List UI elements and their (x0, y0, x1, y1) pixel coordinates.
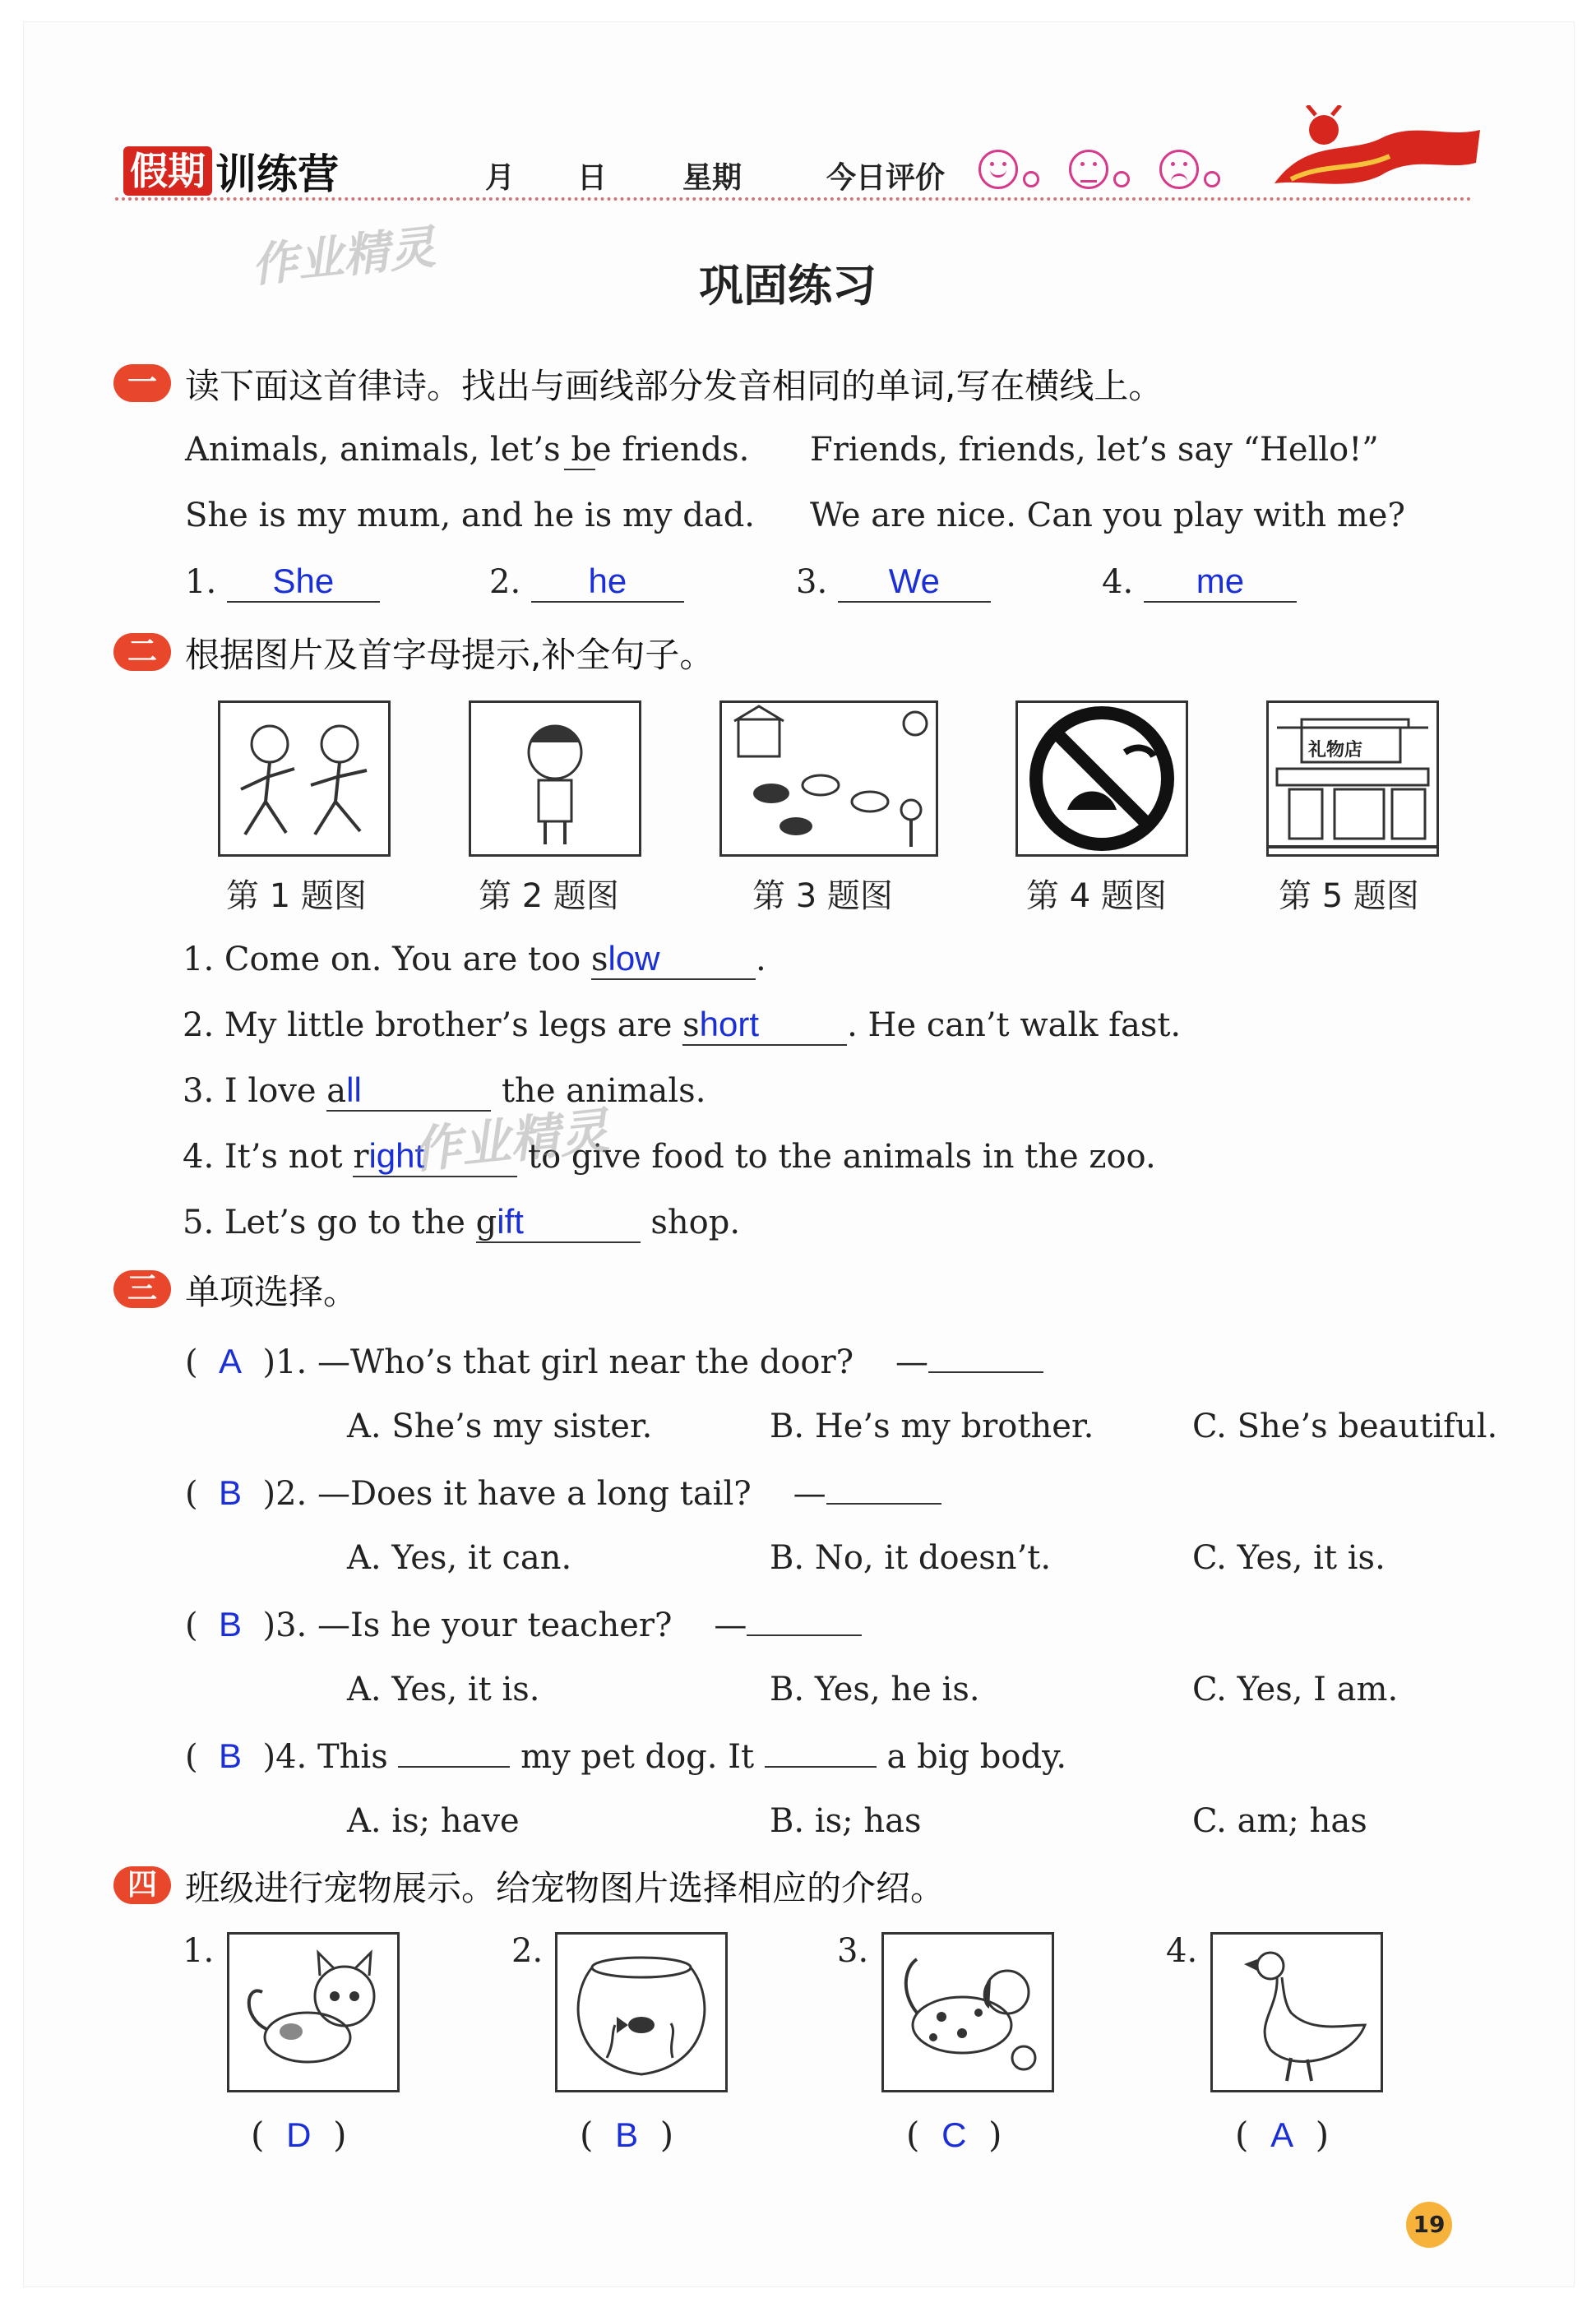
s3-question-4: ( B )4. This my pet dog. It a big body. (185, 1736, 1067, 1776)
s3-q1-option-a: A. She’s my sister. (347, 1408, 653, 1445)
s2-sentence-5: 5. Let’s go to the gift shop. (183, 1202, 741, 1241)
s3-answer-1[interactable]: A (219, 1342, 243, 1380)
section3-title: 单项选择。 (185, 1272, 359, 1312)
caption-5: 第 5 题图 (1279, 877, 1419, 915)
section2-badge: 二 (113, 633, 171, 671)
watermark-top: 作业精灵 (248, 220, 438, 294)
s2-sentence-2: 2. My little brother’s legs are short . He can’t walk fast. (183, 1005, 1182, 1044)
section4-badge: 四 (113, 1866, 171, 1904)
section3-badge: 三 (113, 1270, 171, 1308)
s3-question-3: ( B )3. —Is he your teacher? — (185, 1605, 862, 1644)
s3-q4-option-b: B. is; has (770, 1802, 922, 1840)
brand-box: 假期 (123, 146, 212, 196)
s1-answer-blank-3[interactable]: We (838, 562, 991, 603)
happy-face-icon (978, 150, 1018, 189)
s1-answer-blank-4[interactable]: me (1144, 562, 1297, 603)
s4-answer-3[interactable]: C (941, 2115, 967, 2154)
s2-blank-1[interactable]: slow (591, 939, 756, 980)
s3-blank-4a[interactable] (398, 1766, 510, 1768)
weekday-label: 星期 (682, 161, 742, 195)
picture-dalmatian (881, 1932, 1054, 2092)
watermark-middle: 作业精灵 (409, 1102, 612, 1181)
s4-answer-2[interactable]: B (615, 2115, 639, 2154)
section1-title: 读下面这首律诗。找出与画线部分发音相同的单词,写在横线上。 (185, 366, 1163, 406)
s4-answer-1[interactable]: D (286, 2115, 312, 2154)
s3-answer-3[interactable]: B (219, 1605, 243, 1644)
section4-title: 班级进行宠物展示。给宠物图片选择相应的介绍。 (185, 1868, 946, 1908)
rating-circle-icon (1113, 171, 1130, 187)
dalmatian-icon (884, 1935, 1052, 2090)
goldfish-bowl-icon (557, 1935, 725, 2090)
s1-answer-blank-2[interactable]: he (531, 562, 684, 603)
farm-animals-icon (722, 703, 936, 854)
cat-icon (229, 1935, 397, 2090)
caption-3: 第 3 题图 (752, 877, 893, 915)
s3-q4-option-c: C. am; has (1192, 1802, 1367, 1840)
s2-blank-3[interactable]: all (326, 1070, 491, 1112)
s2-blank-5[interactable]: gift (476, 1202, 641, 1243)
s3-q2-option-b: B. No, it doesn’t. (770, 1539, 1052, 1577)
s3-answer-4[interactable]: B (219, 1736, 243, 1775)
picture-gift-shop (1266, 700, 1439, 857)
s3-blank-3[interactable] (747, 1634, 862, 1636)
s4-answer-paren-2: ( B ) (580, 2115, 674, 2155)
picture-short-boy (469, 700, 641, 857)
short-boy-icon (471, 703, 639, 854)
s4-answer-4[interactable]: A (1270, 2115, 1294, 2154)
s4-num-1: 1. (183, 1932, 215, 1970)
caption-4: 第 4 题图 (1026, 877, 1167, 915)
picture-no-feeding-sign (1015, 700, 1188, 857)
header-divider (115, 197, 1472, 201)
caption-2: 第 2 题图 (479, 877, 619, 915)
dragon-decoration-icon (1258, 105, 1488, 204)
neutral-face-icon (1069, 150, 1108, 189)
sad-face-icon (1159, 150, 1199, 189)
s3-q2-option-c: C. Yes, it is. (1192, 1539, 1386, 1577)
caption-1: 第 1 题图 (226, 877, 367, 915)
gift-shop-icon (1269, 703, 1436, 854)
s3-question-1: ( A )1. —Who’s that girl near the door? — (185, 1342, 1043, 1381)
running-kids-icon (220, 703, 388, 854)
s4-num-3: 3. (837, 1932, 869, 1970)
s1-item-2: 2. he (489, 562, 684, 603)
s3-q3-option-b: B. Yes, he is. (770, 1671, 980, 1708)
poem-line-2: Friends, friends, let’s say “Hello!” (810, 431, 1379, 469)
s4-answer-paren-1: ( D ) (251, 2115, 347, 2155)
s3-q1-option-b: B. He’s my brother. (770, 1408, 1094, 1445)
s2-blank-2[interactable]: short (682, 1005, 847, 1046)
s3-q4-option-a: A. is; have (347, 1802, 520, 1840)
section2-title: 根据图片及首字母提示,补全句子。 (185, 635, 715, 675)
page-title: 巩固练习 (699, 260, 877, 312)
s4-answer-paren-3: ( C ) (906, 2115, 1002, 2155)
goose-icon (1213, 1935, 1381, 2090)
s3-blank-1[interactable] (928, 1371, 1043, 1373)
section1-badge: 一 (113, 364, 171, 402)
s4-num-2: 2. (511, 1932, 544, 1970)
s1-item-3: 3. We (796, 562, 991, 603)
picture-farm-animals (719, 700, 938, 857)
rating-circle-icon (1023, 171, 1039, 187)
picture-goose (1210, 1932, 1383, 2092)
s3-q2-option-a: A. Yes, it can. (347, 1539, 572, 1577)
rating-circle-icon (1204, 171, 1220, 187)
month-label: 月 (485, 161, 516, 195)
poem-line-3: She is my mum, and he is my dad. (185, 497, 756, 534)
s3-q3-option-c: C. Yes, I am. (1192, 1671, 1399, 1708)
s3-q3-option-a: A. Yes, it is. (347, 1671, 540, 1708)
picture-cat (227, 1932, 400, 2092)
s3-q1-option-c: C. She’s beautiful. (1192, 1408, 1498, 1445)
s3-blank-2[interactable] (826, 1503, 941, 1505)
s2-sentence-3: 3. I love all the animals. (183, 1070, 706, 1110)
picture-goldfish-bowl (555, 1932, 728, 2092)
brand-text: 训练营 (215, 150, 339, 198)
s1-item-4: 4. me (1102, 562, 1297, 603)
s2-sentence-1: 1. Come on. You are too slow . (183, 939, 766, 978)
s3-blank-4b[interactable] (765, 1766, 877, 1768)
poem-line-4: We are nice. Can you play with me? (810, 497, 1405, 534)
poem-line-1: Animals, animals, let’s be friends. (185, 431, 750, 469)
shop-sign: 礼物店 (1308, 740, 1363, 761)
page-number: 19 (1406, 2202, 1452, 2248)
s4-answer-paren-4: ( A ) (1235, 2115, 1330, 2155)
s2-blank-4[interactable]: right (353, 1136, 517, 1177)
brand-logo (123, 146, 339, 196)
s1-item-1: 1. She (185, 562, 380, 603)
poem-underline (564, 469, 595, 470)
picture-running-kids (218, 700, 391, 857)
s4-num-4: 4. (1166, 1932, 1198, 1970)
day-label: 日 (577, 161, 608, 195)
s1-answer-blank-1[interactable]: She (227, 562, 380, 603)
s2-sentence-4: 4. It’s not right to give food to the animals in the zoo. (183, 1136, 1156, 1176)
s3-answer-2[interactable]: B (219, 1473, 243, 1512)
rating-label: 今日评价 (826, 161, 946, 195)
s3-question-2: ( B )2. —Does it have a long tail? — (185, 1473, 941, 1513)
no-feeding-sign-icon (1018, 703, 1186, 854)
